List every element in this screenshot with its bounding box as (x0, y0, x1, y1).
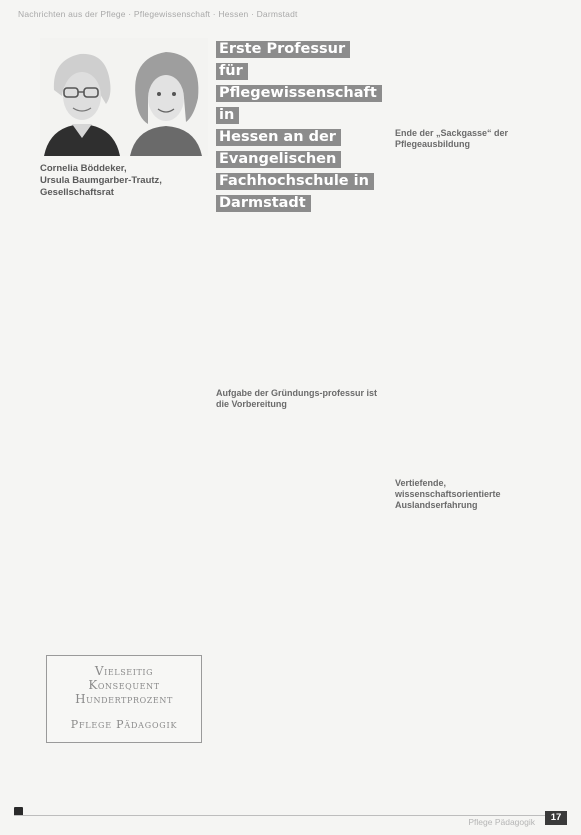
body-column-2-top (216, 205, 382, 373)
portrait-left-image (40, 38, 124, 156)
portrait-right-graphic (124, 38, 208, 156)
caption-line-3: Gesellschaftsrat (40, 187, 114, 198)
headline-line-1: Erste Professur für (216, 41, 350, 80)
body-column-2-bottom (216, 420, 382, 790)
headline-line-3: Hessen an der (216, 129, 341, 146)
subhead-founding-professorship: Aufgabe der Gründungs-professur ist die Vorbereitung (216, 388, 378, 409)
subhead-foreign-experience: Vertiefende, wissenschaftsorientierte Auslandserfahrung (395, 478, 501, 510)
ad-line-3: Hundertprozent (75, 692, 173, 706)
headline-line-2: Pflegewissenschaft in (216, 85, 382, 124)
body-column-3-bottom (395, 524, 547, 784)
headline-line-6: Darmstadt (216, 195, 311, 212)
body-column-3-top (395, 38, 547, 120)
headline-line-4: Evangelischen (216, 151, 341, 168)
running-head: Nachrichten aus der Pflege · Pflegewissenschaft · Hessen · Darmstadt (18, 9, 298, 19)
footer-rule (14, 815, 566, 816)
footer-journal-name: Pflege Pädagogik (468, 817, 535, 827)
ad-line-2: Konsequent (88, 678, 160, 692)
body-column-3-middle (395, 154, 547, 454)
advertisement-box (46, 655, 202, 743)
author-photos (40, 38, 208, 156)
photo-caption (40, 163, 210, 199)
ad-line-1: Vielseitig (94, 664, 154, 678)
portrait-left-graphic (40, 38, 124, 156)
page-number: 17 (545, 811, 567, 825)
headline-line-5: Fachhochschule in (216, 173, 374, 190)
caption-line-2: Ursula Baumgarber-Trautz, (40, 175, 162, 186)
caption-line-1: Cornelia Böddeker, (40, 163, 127, 174)
body-column-1 (40, 199, 212, 565)
ad-brand: Pflege Pädagogik (70, 718, 178, 731)
body-column-2-lead (216, 178, 382, 190)
portrait-right-image (124, 38, 208, 156)
subhead-end-of-dead-end: Ende der „Sackgasse“ der Pflegeausbildung (395, 128, 509, 149)
